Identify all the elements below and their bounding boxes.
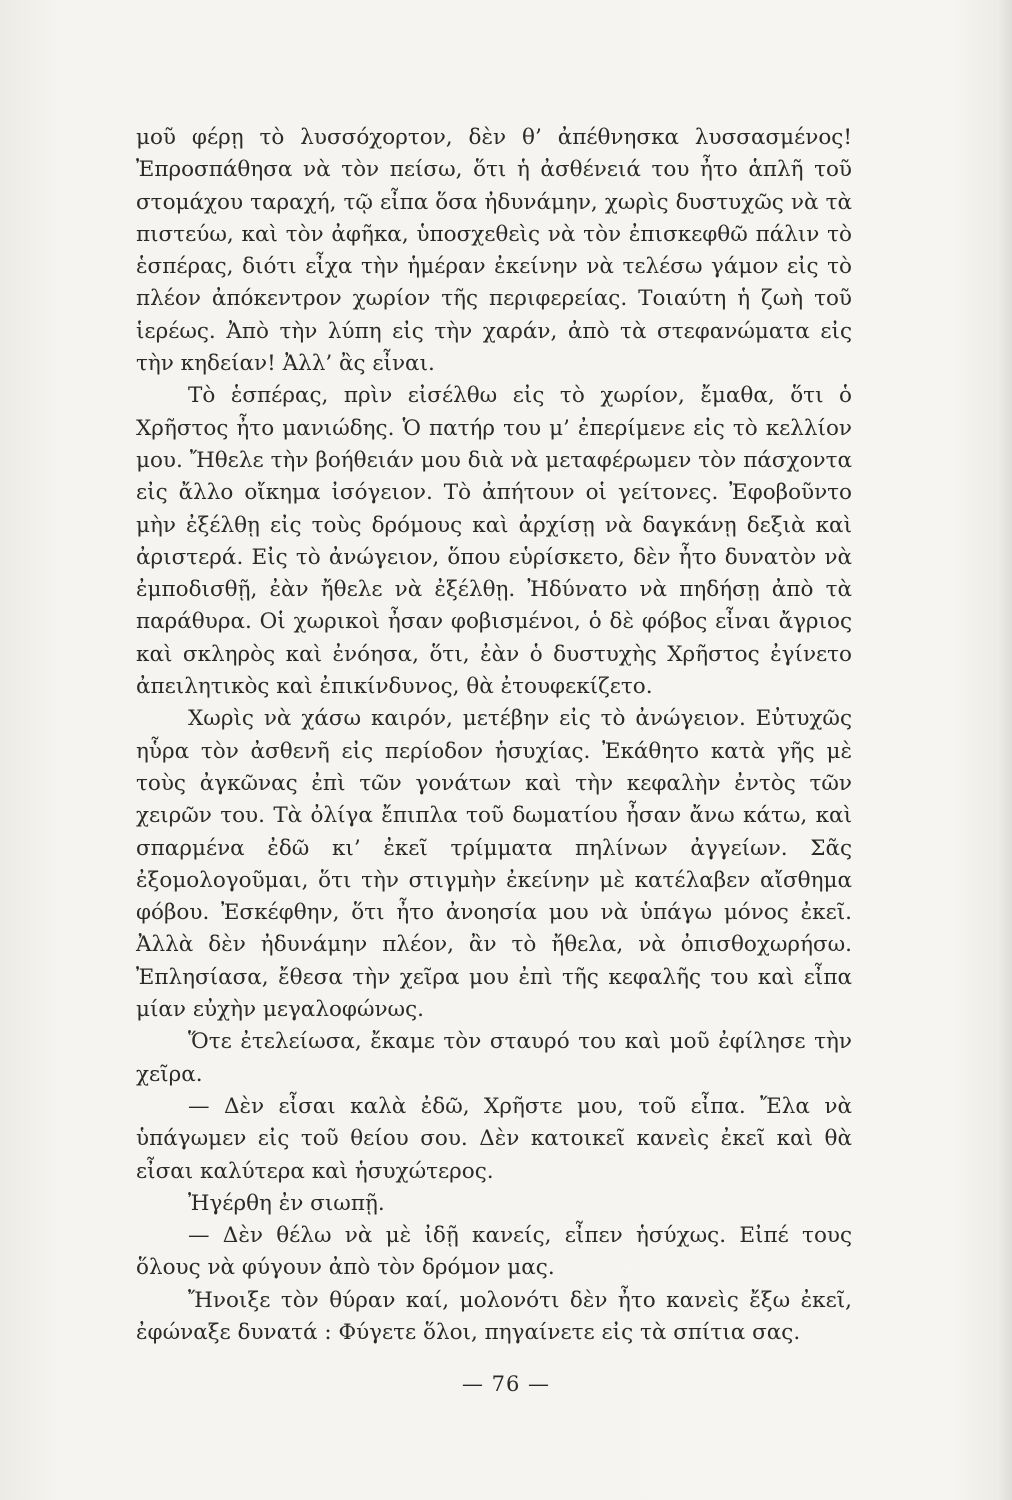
body-text bbox=[136, 122, 852, 1349]
paragraph-6: Ἠγέρθη ἐν σιωπῇ. bbox=[188, 1190, 385, 1216]
paragraph-3: Χωρὶς νὰ χάσω καιρόν, μετέβην εἰς τὸ ἀνώγειον. Εὐτυχῶς ηὗρα τὸν ἀσθενῆ εἰς περίοδον ἡσυχίας. Ἐκάθητο κατὰ γῆς μὲ τοὺς ἀγκῶνας ἐπὶ τῶν γονάτων καὶ τὴν κεφαλὴν ἐντὸς τῶν χειρῶν του. Τὰ ὀλίγα ἔπιπλα τοῦ δωματίου ἦσαν ἄνω κάτω, καὶ σπαρμένα ἐδῶ κι’ ἐκεῖ τρίμματα πηλίνων ἀγγείων. Σᾶς ἐξομολογοῦμαι, ὅτι τὴν στιγμὴν ἐκείνην μὲ κατέλαβεν αἴσθημα φόβου. Ἐσκέφθην, ὅτι ἦτο ἀνοησία μου νὰ ὑπάγω μόνος ἐκεῖ. Ἀλλὰ δὲν ἠδυνάμην πλέον, ἂν τὸ ἤθελα, νὰ ὀπισθοχωρήσω. Ἐπλησίασα, ἔθεσα τὴν χεῖρα μου ἐπὶ τῆς κεφαλῆς του καὶ εἶπα μίαν εὐχὴν μεγαλοφώνως. bbox=[136, 706, 852, 1023]
page-number: — 76 — bbox=[461, 1372, 551, 1396]
paragraph-5: — Δὲν εἶσαι καλὰ ἐδῶ, Χρῆστε μου, τοῦ εἶπα. Ἔλα νὰ ὑπάγωμεν εἰς τοῦ θείου σου. Δὲν κατοικεῖ κανεὶς ἐκεῖ καὶ θὰ εἶσαι καλύτερα καὶ ἡσυχώτερος. bbox=[136, 1093, 852, 1184]
page-edge-shadow bbox=[998, 0, 1012, 1500]
paragraph-7: — Δὲν θέλω νὰ μὲ ἰδῇ κανείς, εἶπεν ἡσύχως. Εἰπέ τους ὅλους νὰ φύγουν ἀπὸ τὸν δρόμον μας. bbox=[136, 1223, 852, 1281]
paragraph-8: Ἤνοιξε τὸν θύραν καί, μολονότι δὲν ἦτο κανεὶς ἔξω ἐκεῖ, ἐφώναξε δυνατά : Φύγετε ὅλοι, πηγαίνετε εἰς τὰ σπίτια σας. bbox=[136, 1287, 852, 1345]
paragraph-1: μοῦ φέρῃ τὸ λυσσόχορτον, δὲν θ’ ἀπέθνησκα λυσσασμένος! Ἐπροσπάθησα νὰ τὸν πείσω, ὅτι ἡ ἀσθένειά του ἦτο ἁπλῆ τοῦ στομάχου ταραχή, τῷ εἶπα ὅσα ἠδυνάμην, χωρὶς δυστυχῶς νὰ τὰ πιστεύω, καὶ τὸν ἀφῆκα, ὑποσχεθεὶς νὰ τὸν ἐπισκεφθῶ πάλιν τὸ ἑσπέρας, διότι εἶχα τὴν ἡμέραν ἐκείνην νὰ τελέσω γάμον εἰς τὸ πλέον ἀπόκεντρον χωρίον τῆς περιφερείας. Τοιαύτη ἡ ζωὴ τοῦ ἱερέως. Ἀπὸ τὴν λύπη εἰς τὴν χαράν, ἀπὸ τὰ στεφανώματα εἰς τὴν κηδείαν! Ἀλλ’ ἂς εἶναι. bbox=[136, 125, 852, 377]
paragraph-4: Ὅτε ἐτελείωσα, ἔκαμε τὸν σταυρό του καὶ μοῦ ἐφίλησε τὴν χεῖρα. bbox=[136, 1029, 852, 1087]
paragraph-2: Τὸ ἑσπέρας, πρὶν εἰσέλθω εἰς τὸ χωρίον, ἔμαθα, ὅτι ὁ Χρῆστος ἦτο μανιώδης. Ὁ πατήρ του μ’ ἐπερίμενε εἰς τὸ κελλίον μου. Ἤθελε τὴν βοήθειάν μου διὰ νὰ μεταφέρωμεν τὸν πάσχοντα εἰς ἄλλο οἴκημα ἰσόγειον. Τὸ ἀπήτουν οἱ γείτονες. Ἐφοβοῦντο μὴν ἐξέλθῃ εἰς τοὺς δρόμους καὶ ἀρχίσῃ νὰ δαγκάνῃ δεξιὰ καὶ ἀριστερά. Εἰς τὸ ἀνώγειον, ὅπου εὑρίσκετο, δὲν ἦτο δυνατὸν νὰ ἐμποδισθῇ, ἐὰν ἤθελε νὰ ἐξέλθῃ. Ἠδύνατο νὰ πηδήσῃ ἀπὸ τὰ παράθυρα. Οἱ χωρικοὶ ἦσαν φοβισμένοι, ὁ δὲ φόβος εἶναι ἄγριος καὶ σκληρὸς καὶ ἐνόησα, ὅτι, ἐὰν ὁ δυστυχὴς Χρῆστος ἐγίνετο ἀπειλητικὸς καὶ ἐπικίνδυνος, θὰ ἐτουφεκίζετο. bbox=[136, 383, 852, 700]
